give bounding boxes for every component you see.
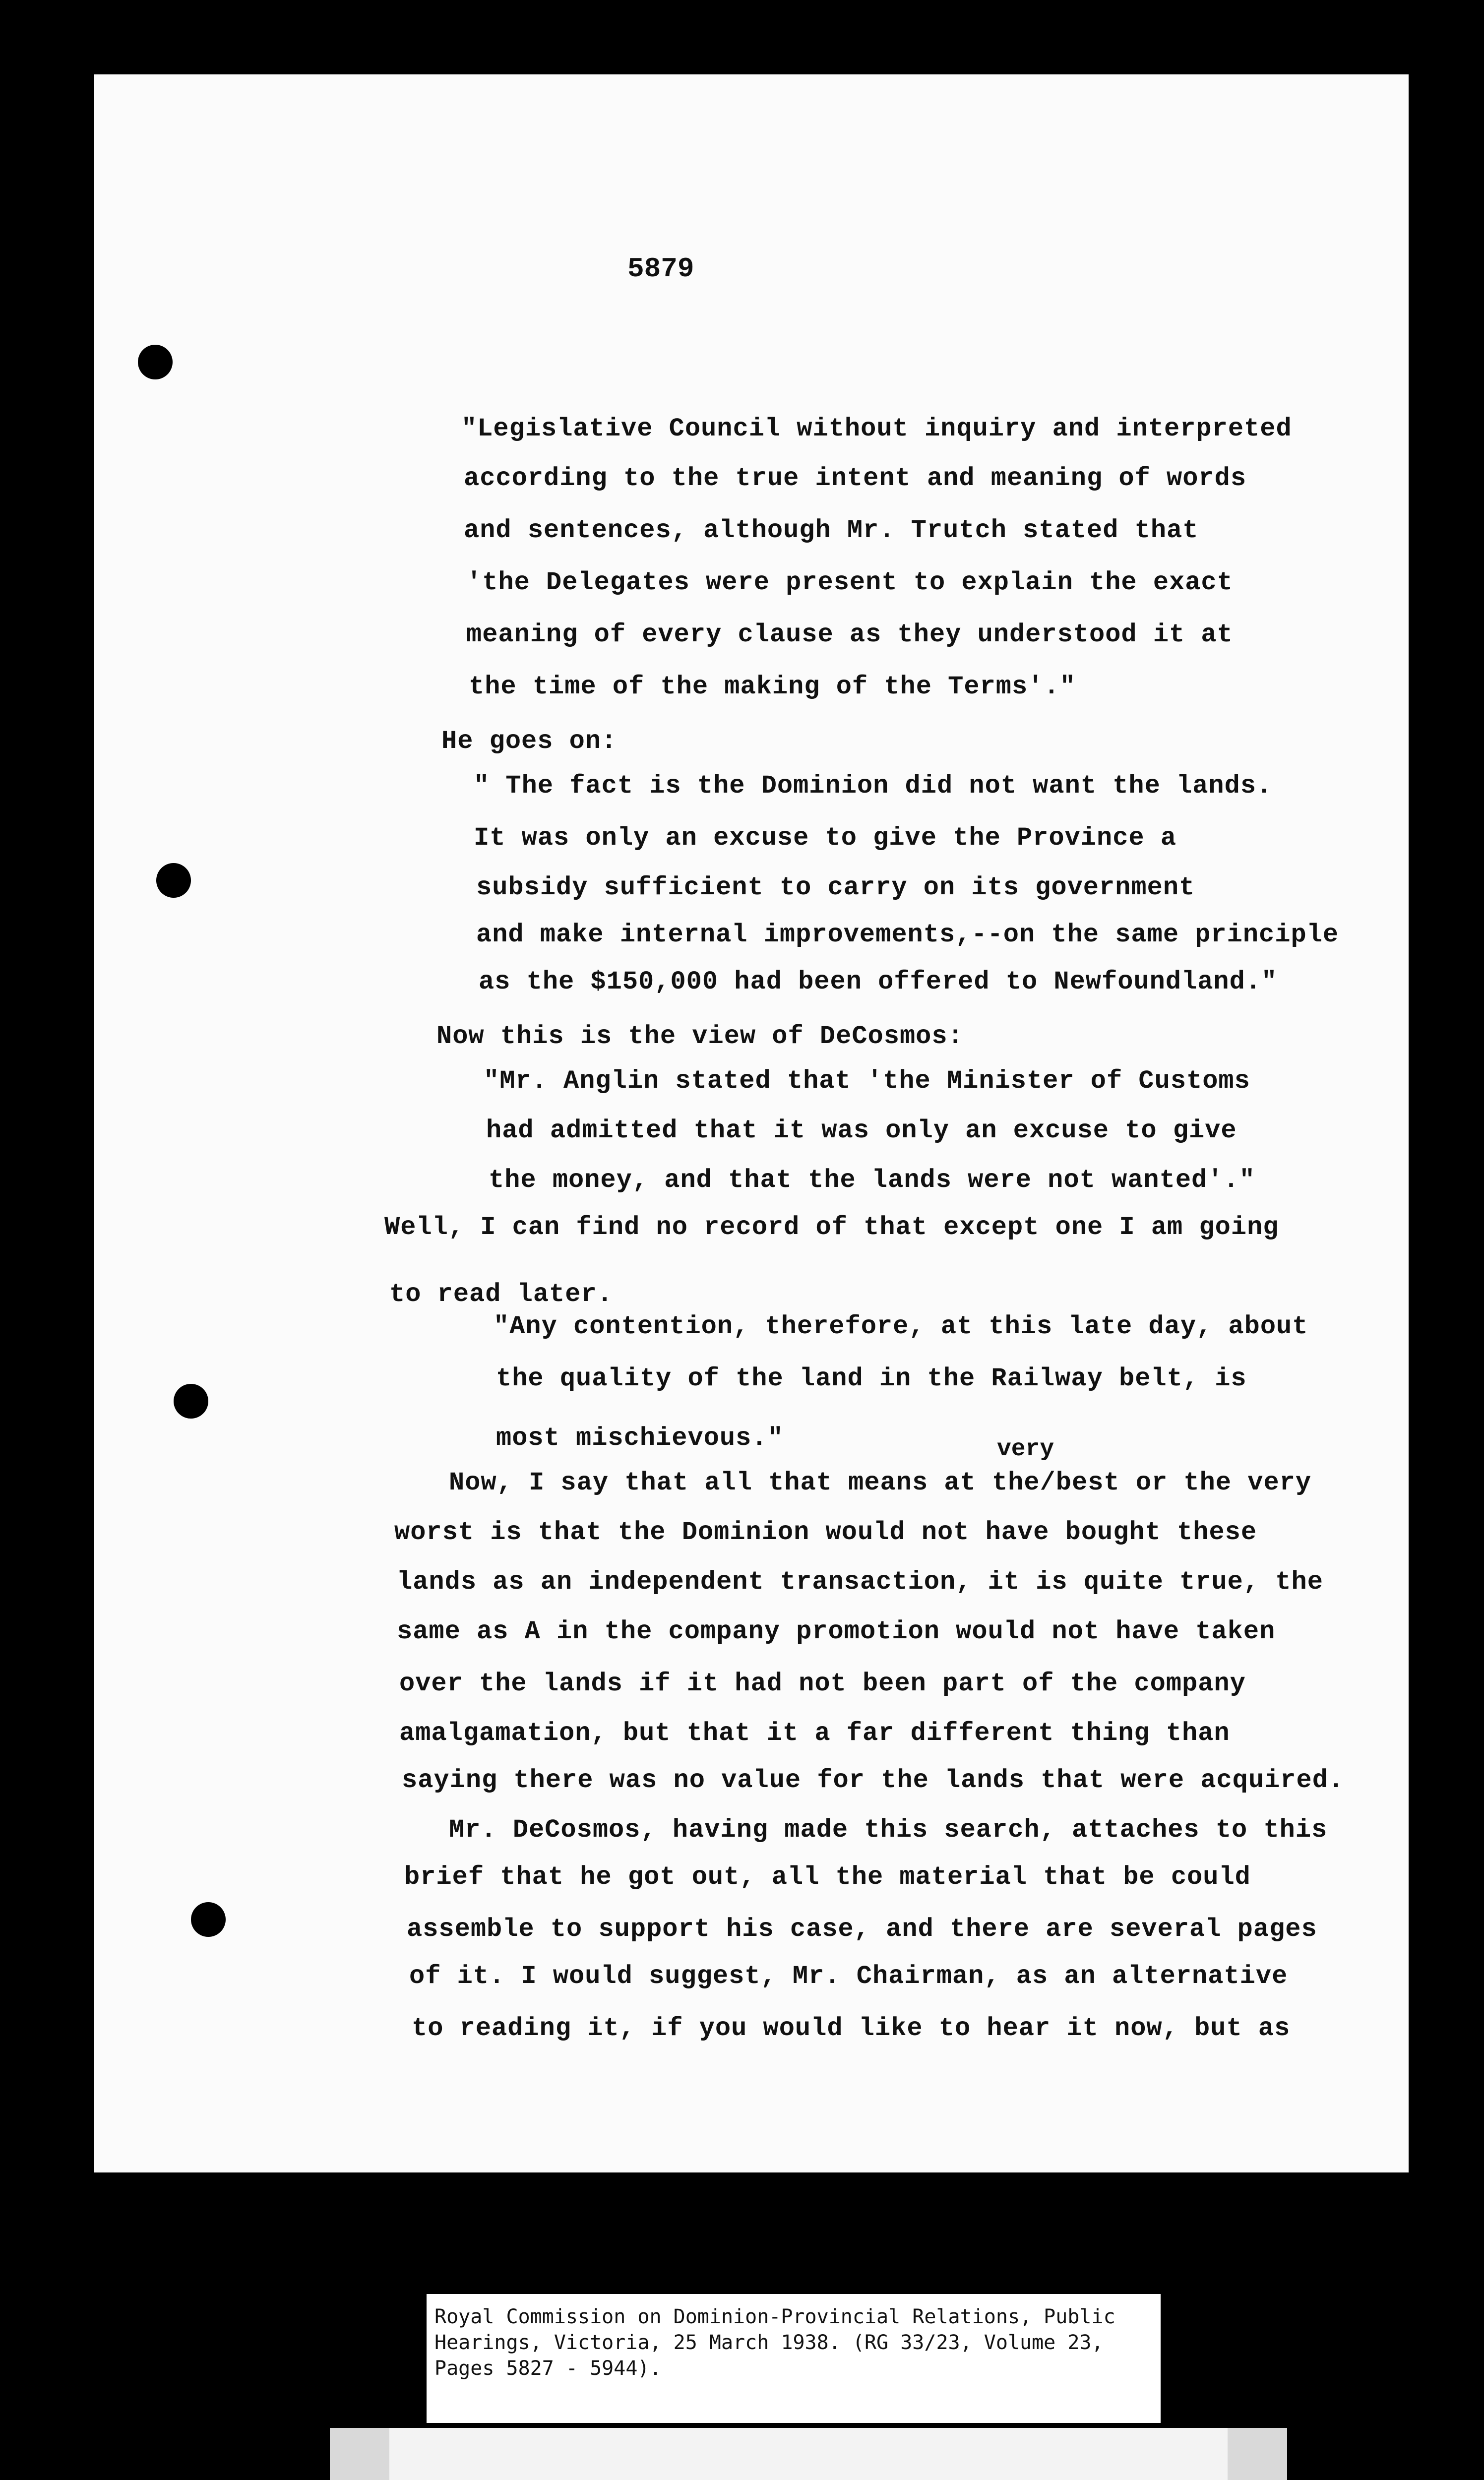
- label-line: Hearings, Victoria, 25 March 1938. (RG 33/23, Volume 23,: [434, 2331, 1104, 2354]
- text-line: worst is that the Dominion would not have bought these: [394, 1518, 1257, 1547]
- text-line: the money, and that the lands were not wanted'.": [489, 1166, 1255, 1195]
- text-line: had admitted that it was only an excuse to give: [486, 1116, 1237, 1145]
- text-line: "Any contention, therefore, at this late day, about: [494, 1312, 1308, 1341]
- text-line: It was only an excuse to give the Province a: [474, 823, 1177, 853]
- label-line: Royal Commission on Dominion-Provincial Relations, Public: [434, 2305, 1115, 2328]
- text-line: saying there was no value for the lands that were acquired.: [402, 1766, 1345, 1795]
- text-line: and sentences, although Mr. Trutch stated that: [464, 516, 1199, 545]
- text-line: over the lands if it had not been part of the company: [399, 1669, 1246, 1698]
- punch-hole: [174, 1384, 208, 1419]
- text-line: 'the Delegates were present to explain the exact: [466, 568, 1233, 597]
- punch-hole: [138, 345, 173, 379]
- punch-hole: [156, 863, 191, 898]
- archives-stamp: [330, 2428, 1287, 2480]
- text-line: brief that he got out, all the material that be could: [404, 1862, 1251, 1892]
- text-line: He goes on:: [441, 727, 618, 756]
- stamp-edge: [1228, 2428, 1287, 2480]
- text-line: "Mr. Anglin stated that 'the Minister of Customs: [484, 1066, 1250, 1096]
- text-line: amalgamation, but that it a far different thing than: [399, 1719, 1230, 1748]
- text-line: "Legislative Council without inquiry and interpreted: [461, 414, 1292, 443]
- text-line: assemble to support his case, and there are several pages: [407, 1915, 1317, 1944]
- interlinear-insertion: very: [997, 1436, 1054, 1463]
- text-line: Mr. DeCosmos, having made this search, attaches to this: [449, 1815, 1328, 1845]
- archive-reference-label: [427, 2294, 1161, 2423]
- punch-hole: [191, 1902, 226, 1937]
- text-line: as the $150,000 had been offered to Newfoundland.": [479, 967, 1278, 996]
- text-line: and make internal improvements,--on the same principle: [476, 920, 1339, 949]
- text-line: to reading it, if you would like to hear it now, but as: [412, 2014, 1291, 2043]
- stamp-edge: [330, 2428, 389, 2480]
- text-line: to read later.: [389, 1280, 613, 1309]
- text-line: " The fact is the Dominion did not want the lands.: [474, 771, 1273, 801]
- text-line: subsidy sufficient to carry on its government: [476, 873, 1195, 902]
- text-line: Now this is the view of DeCosmos:: [436, 1022, 964, 1051]
- page-number: 5879: [627, 253, 694, 285]
- text-line: most mischievous.": [496, 1424, 784, 1453]
- text-line: Well, I can find no record of that except one I am going: [384, 1213, 1279, 1242]
- text-line: according to the true intent and meaning of words: [464, 464, 1247, 493]
- text-line: the quality of the land in the Railway belt, is: [496, 1364, 1247, 1393]
- text-line: same as A in the company promotion would not have taken: [397, 1617, 1276, 1646]
- text-line: the time of the making of the Terms'.": [469, 672, 1076, 701]
- text-line: lands as an independent transaction, it is quite true, the: [397, 1567, 1323, 1597]
- label-line: Pages 5827 - 5944).: [434, 2357, 662, 2380]
- text-line: Now, I say that all that means at the/best or the very: [449, 1468, 1312, 1497]
- text-line: meaning of every clause as they understood it at: [466, 620, 1233, 649]
- text-line: of it. I would suggest, Mr. Chairman, as an alternative: [409, 1962, 1288, 1991]
